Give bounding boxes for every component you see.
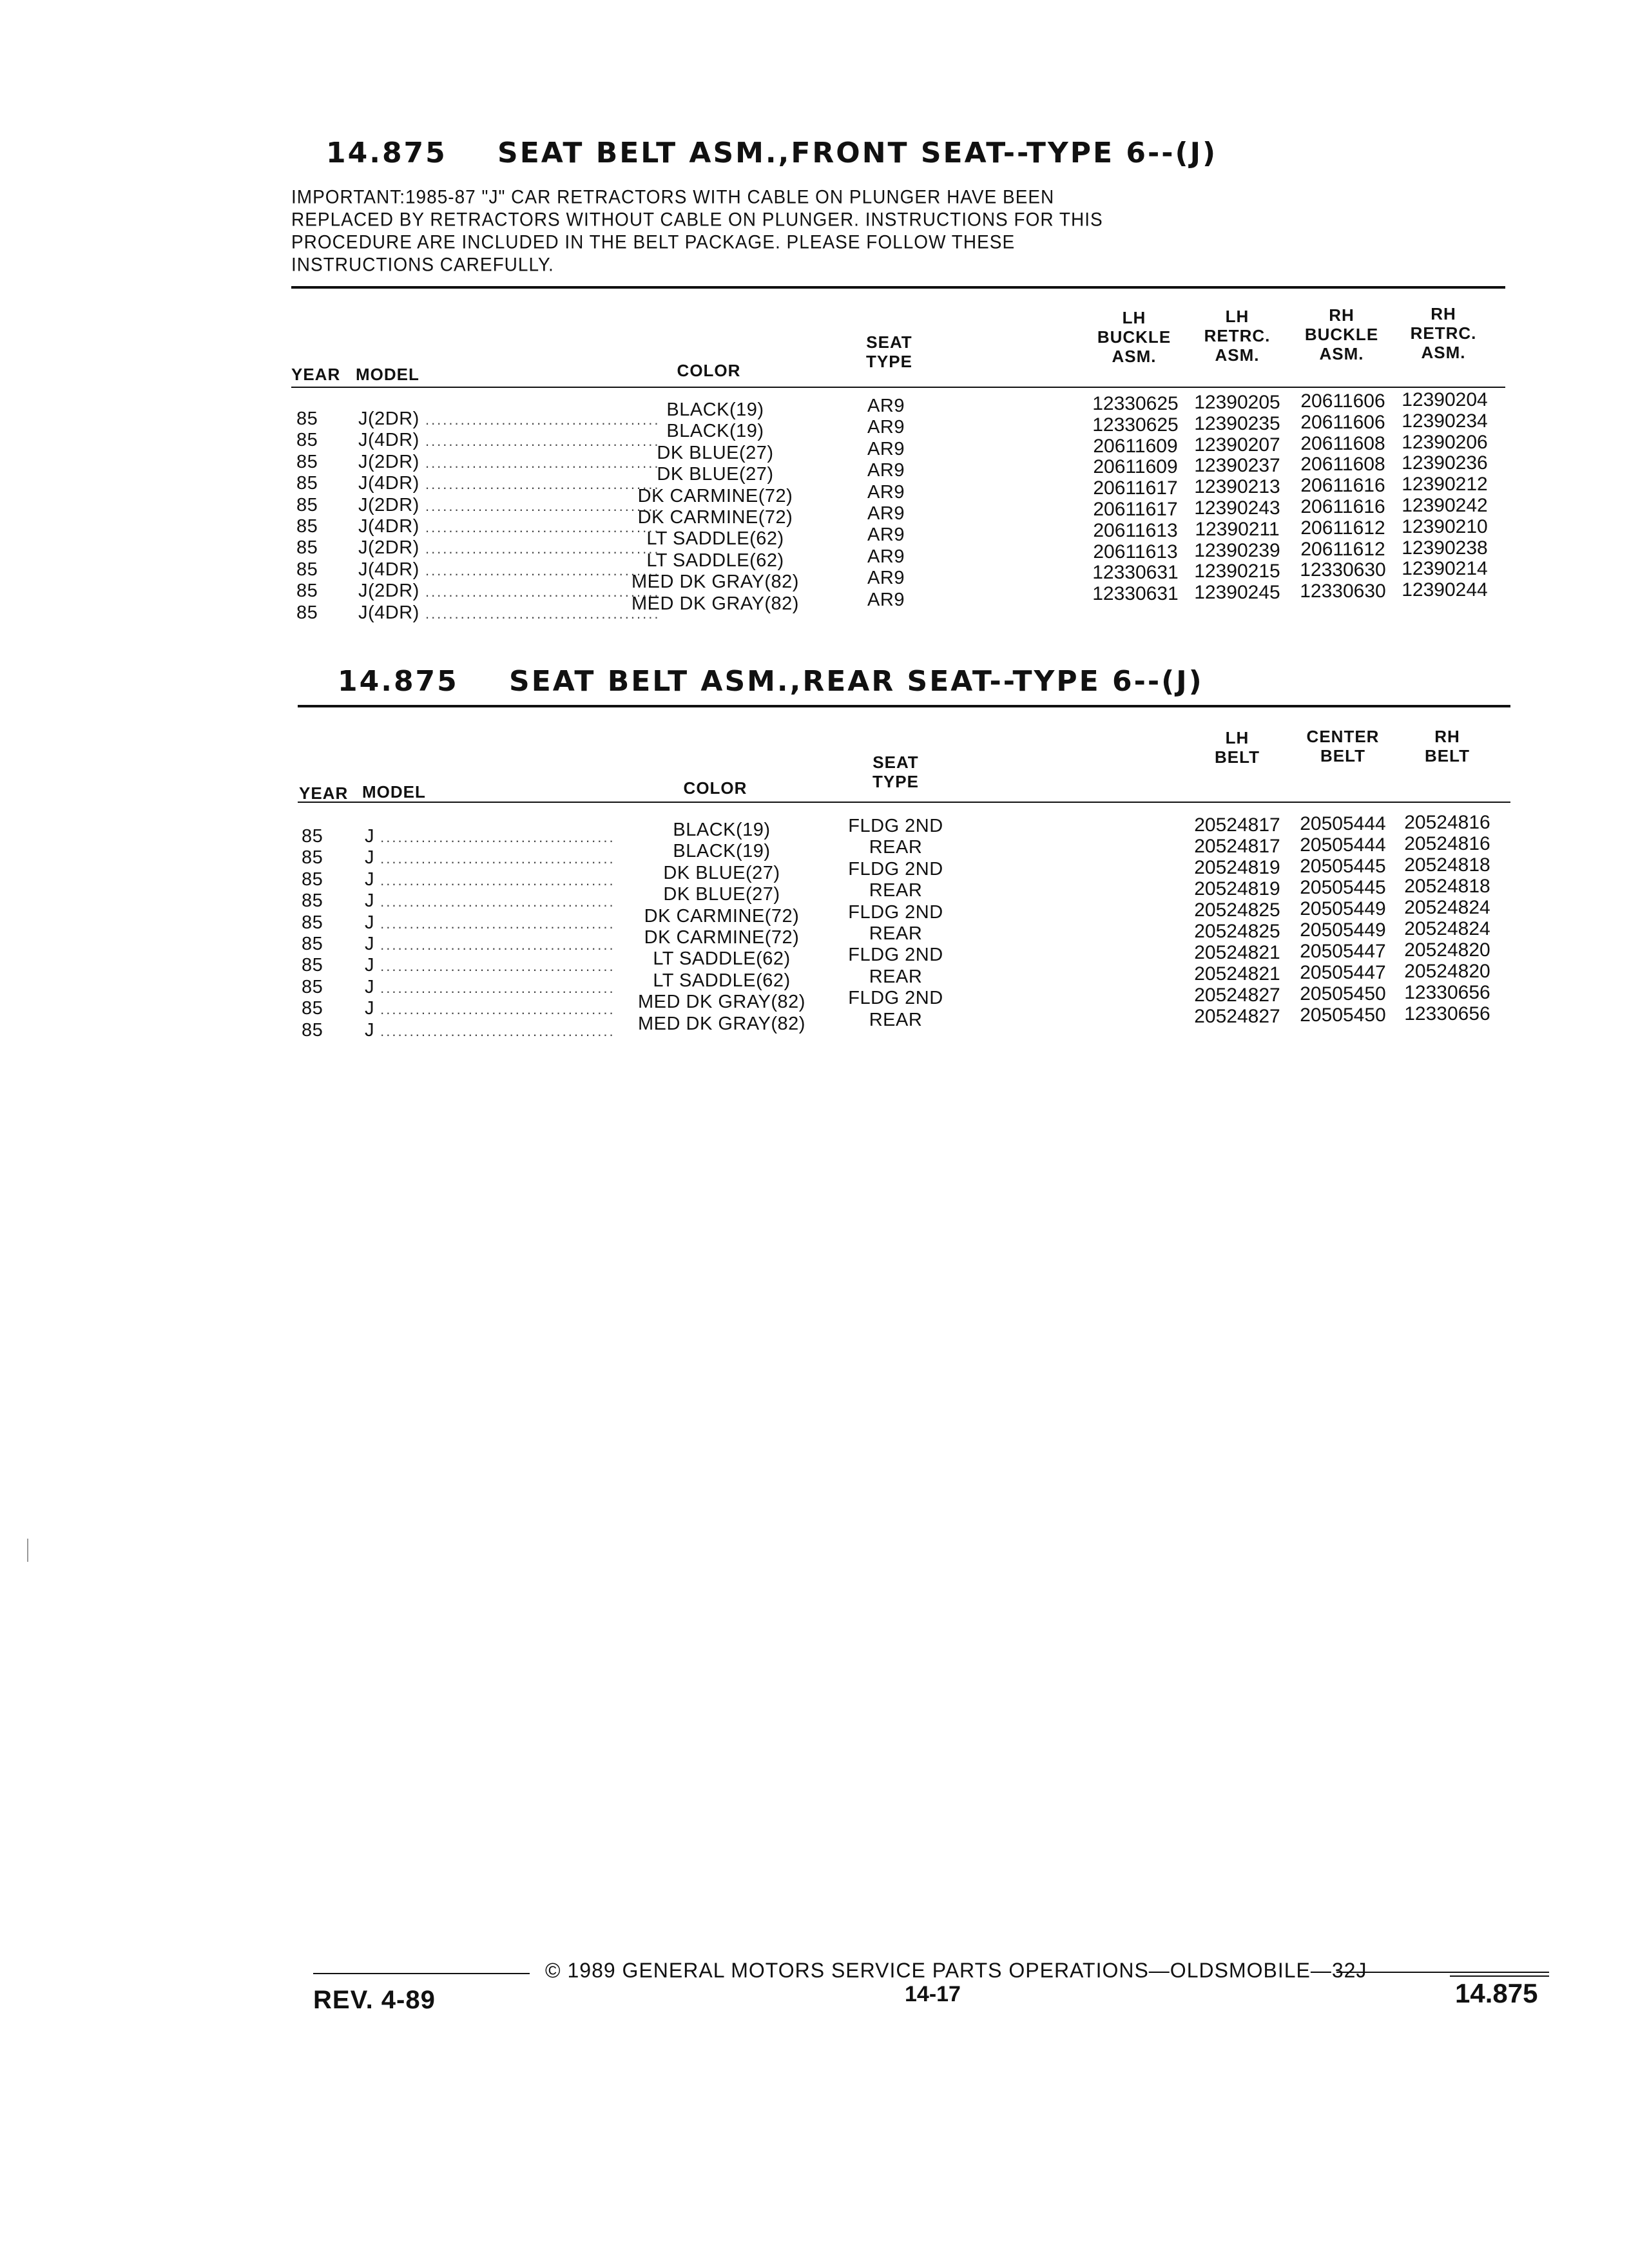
- front-section-title: [326, 137, 1217, 169]
- header-model: MODEL: [362, 782, 426, 802]
- cell-seat-type: FLDG 2ND: [848, 988, 943, 1009]
- cell-seat-type: REAR: [869, 1009, 923, 1030]
- dot-leader: ........................................: [419, 433, 660, 450]
- cell-seat-type: REAR: [869, 837, 923, 858]
- cell-lh-belt: 20524821: [1194, 963, 1280, 985]
- cell-rh-retrc: 12390214: [1402, 558, 1488, 580]
- model-text: J(4DR): [358, 602, 419, 623]
- cell-color: BLACK(19): [666, 399, 764, 420]
- cell-color: DK BLUE(27): [657, 442, 774, 463]
- footer-rule-right-lower: [1450, 1975, 1549, 1977]
- header-seat-type: SEAT TYPE: [872, 753, 919, 791]
- cell-color: LT SADDLE(62): [646, 550, 784, 571]
- dot-leader: ........................................: [374, 829, 615, 845]
- cell-year: 85: [302, 890, 323, 912]
- cell-year: 85: [302, 1019, 323, 1041]
- cell-seat-type: FLDG 2ND: [848, 901, 943, 923]
- cell-center-belt: 20505445: [1300, 856, 1386, 877]
- model-text: J: [365, 847, 374, 869]
- cell-year: 85: [302, 847, 323, 869]
- header-model: MODEL: [356, 365, 419, 384]
- cell-rh-belt: 20524824: [1404, 897, 1490, 918]
- front-table-top-rule: [291, 286, 1505, 289]
- cell-color: BLACK(19): [673, 820, 771, 840]
- cell-year: 85: [302, 976, 323, 997]
- model-text: J: [365, 934, 374, 954]
- cell-seat-type: FLDG 2ND: [848, 816, 943, 836]
- cell-lh-buckle: 12330625: [1092, 393, 1179, 414]
- rear-section-title: [338, 665, 1204, 698]
- cell-seat-type: REAR: [869, 880, 923, 901]
- cell-center-belt: 20505447: [1300, 941, 1386, 962]
- cell-center-belt: 20505449: [1300, 919, 1386, 941]
- cell-seat-type: AR9: [867, 481, 905, 503]
- cell-lh-retrc: 12390243: [1194, 497, 1280, 519]
- dot-leader: ........................................: [419, 541, 660, 557]
- cell-seat-type: AR9: [867, 503, 905, 524]
- dot-leader: ........................................: [419, 412, 660, 428]
- cell-center-belt: 20505449: [1300, 898, 1386, 919]
- header-lh-buckle: LH BUCKLE ASM.: [1097, 308, 1171, 366]
- model-text: J: [365, 976, 374, 997]
- cell-year: 85: [296, 473, 318, 494]
- cell-rh-belt: 12330656: [1404, 1003, 1490, 1024]
- model-text: J(2DR): [358, 581, 419, 602]
- cell-rh-buckle: 20611612: [1300, 538, 1385, 560]
- rear-section-number: 14.875: [338, 665, 459, 698]
- model-text: J: [365, 998, 374, 1019]
- front-section-number: 14.875: [326, 137, 447, 169]
- cell-lh-buckle: 20611613: [1093, 519, 1178, 541]
- cell-year: 85: [296, 451, 318, 472]
- model-text: J: [365, 955, 374, 976]
- front-table-header-rule: [291, 387, 1505, 388]
- cell-year: 85: [302, 998, 323, 1019]
- cell-center-belt: 20505447: [1300, 962, 1386, 983]
- cell-model: [365, 1020, 629, 1042]
- cell-color: DK BLUE(27): [663, 884, 780, 905]
- cell-rh-retrc: 12390206: [1402, 431, 1488, 453]
- cell-lh-buckle: 20611617: [1093, 499, 1178, 520]
- cell-model: [365, 847, 629, 869]
- cell-year: 85: [296, 408, 318, 429]
- cell-lh-buckle: 12330631: [1092, 583, 1179, 605]
- cell-lh-belt: 20524817: [1194, 814, 1280, 836]
- rear-table-header-rule: [298, 802, 1510, 803]
- cell-rh-buckle: 20611608: [1300, 454, 1385, 476]
- cell-rh-buckle: 12330630: [1300, 581, 1386, 602]
- cell-rh-buckle: 20611612: [1300, 517, 1385, 539]
- cell-rh-belt: 20524816: [1404, 812, 1490, 833]
- cell-lh-retrc: 12390245: [1194, 582, 1280, 604]
- model-text: J(2DR): [358, 537, 419, 559]
- dot-leader: ........................................: [374, 1023, 615, 1039]
- copyright-line: © 1989 GENERAL MOTORS SERVICE PARTS OPERATIONS—OLDSMOBILE—32J: [545, 1959, 1367, 1982]
- cell-rh-buckle: 20611608: [1300, 432, 1385, 454]
- cell-lh-retrc: 12390211: [1195, 518, 1280, 540]
- dot-leader: ........................................: [419, 584, 660, 601]
- cell-color: DK BLUE(27): [657, 464, 774, 485]
- cell-year: 85: [296, 430, 318, 451]
- margin-mark: [27, 1539, 28, 1562]
- header-rh-belt: RH BELT: [1425, 727, 1470, 765]
- cell-color: LT SADDLE(62): [646, 528, 784, 550]
- cell-color: MED DK GRAY(82): [638, 1013, 805, 1034]
- cell-model: [365, 869, 629, 891]
- cell-color: MED DK GRAY(82): [631, 572, 799, 593]
- cell-model: [365, 977, 629, 999]
- revision-label: REV. 4-89: [313, 1986, 436, 2014]
- cell-color: DK CARMINE(72): [644, 927, 800, 948]
- cell-color: LT SADDLE(62): [653, 948, 791, 970]
- cell-lh-retrc: 12390207: [1194, 434, 1280, 456]
- model-text: J(2DR): [358, 408, 419, 429]
- model-text: J(4DR): [358, 559, 419, 580]
- dot-leader: ........................................: [374, 937, 615, 953]
- cell-rh-belt: 20524818: [1404, 876, 1490, 897]
- note-line: IMPORTANT:1985-87 "J" CAR RETRACTORS WITH CABLE ON PLUNGER HAVE BEEN: [291, 186, 1055, 207]
- cell-center-belt: 20505445: [1300, 877, 1386, 898]
- cell-seat-type: REAR: [869, 923, 923, 944]
- cell-model: [365, 826, 629, 848]
- cell-rh-buckle: 20611606: [1300, 411, 1385, 433]
- cell-year: 85: [296, 494, 318, 515]
- cell-lh-retrc: 12390239: [1194, 539, 1280, 561]
- cell-rh-belt: 20524818: [1404, 854, 1490, 876]
- cell-model: [365, 998, 629, 1020]
- header-color: COLOR: [683, 778, 747, 798]
- header-color: COLOR: [677, 361, 741, 380]
- cell-lh-buckle: 20611613: [1093, 541, 1178, 562]
- model-text: J(4DR): [358, 473, 419, 494]
- cell-model: [358, 451, 660, 474]
- cell-model: [358, 430, 660, 452]
- dot-leader: ........................................: [419, 454, 660, 471]
- dot-leader: ........................................: [374, 894, 615, 910]
- cell-model: [358, 559, 660, 581]
- dot-leader: ........................................: [419, 605, 660, 622]
- cell-model: [365, 912, 629, 934]
- cell-lh-belt: 20524821: [1194, 942, 1280, 963]
- header-rh-retrc: RH RETRC. ASM.: [1410, 304, 1477, 362]
- cell-model: [365, 890, 629, 912]
- page-number: 14-17: [905, 1982, 961, 2006]
- footer-rule-right: [1336, 1972, 1549, 1973]
- dot-leader: ........................................: [374, 872, 615, 889]
- front-section-heading: SEAT BELT ASM.,FRONT SEAT--TYPE 6--(J): [497, 137, 1218, 169]
- cell-model: [358, 581, 660, 602]
- cell-seat-type: AR9: [867, 546, 905, 567]
- header-rh-buckle: RH BUCKLE ASM.: [1304, 305, 1379, 363]
- cell-lh-belt: 20524825: [1194, 921, 1280, 942]
- cell-seat-type: AR9: [867, 438, 905, 459]
- dot-leader: ........................................: [374, 1001, 615, 1018]
- cell-year: 85: [296, 516, 318, 537]
- dot-leader: ........................................: [419, 519, 660, 535]
- cell-rh-retrc: 12390204: [1402, 389, 1488, 410]
- cell-seat-type: AR9: [867, 396, 905, 416]
- cell-model: [358, 494, 660, 517]
- cell-lh-belt: 20524827: [1194, 985, 1280, 1006]
- dot-leader: ........................................: [374, 915, 615, 932]
- cell-model: [358, 408, 660, 430]
- important-note: [291, 186, 1129, 276]
- cell-color: BLACK(19): [666, 421, 764, 442]
- cell-seat-type: AR9: [867, 568, 905, 589]
- cell-lh-retrc: 12390213: [1194, 476, 1280, 498]
- cell-lh-belt: 20524819: [1194, 878, 1280, 899]
- note-line: PROCEDURE ARE INCLUDED IN THE BELT PACKAGE. PLEASE FOLLOW THESE: [291, 231, 1016, 253]
- cell-lh-buckle: 20611609: [1093, 456, 1178, 478]
- cell-rh-retrc: 12390234: [1402, 410, 1488, 432]
- cell-model: [358, 473, 660, 495]
- cell-lh-retrc: 12390235: [1194, 412, 1280, 434]
- cell-rh-belt: 20524820: [1404, 961, 1490, 982]
- cell-rh-buckle: 12330630: [1300, 559, 1386, 581]
- cell-lh-belt: 20524825: [1194, 899, 1280, 921]
- cell-year: 85: [302, 912, 323, 933]
- model-text: J: [365, 826, 374, 847]
- header-year: YEAR: [291, 365, 341, 384]
- cell-lh-retrc: 12390215: [1194, 561, 1280, 582]
- cell-color: DK BLUE(27): [663, 862, 780, 883]
- cell-seat-type: AR9: [867, 460, 905, 481]
- dot-leader: ........................................: [419, 562, 660, 579]
- model-text: J(2DR): [358, 494, 419, 515]
- cell-model: [365, 955, 629, 977]
- header-lh-belt: LH BELT: [1215, 728, 1260, 767]
- dot-leader: ........................................: [419, 497, 660, 514]
- cell-model: [358, 516, 660, 538]
- cell-color: LT SADDLE(62): [653, 970, 791, 991]
- cell-year: 85: [302, 826, 323, 847]
- dot-leader: ........................................: [374, 958, 615, 975]
- model-text: J(4DR): [358, 430, 419, 451]
- cell-rh-belt: 20524824: [1404, 918, 1490, 939]
- cell-rh-retrc: 12390210: [1402, 515, 1488, 537]
- cell-lh-buckle: 12330625: [1092, 414, 1179, 436]
- cell-year: 85: [296, 559, 318, 580]
- model-text: J: [365, 912, 374, 933]
- cell-year: 85: [296, 581, 318, 602]
- cell-year: 85: [302, 955, 323, 976]
- cell-color: BLACK(19): [673, 841, 771, 862]
- cell-center-belt: 20505450: [1300, 983, 1386, 1004]
- cell-seat-type: AR9: [867, 417, 905, 438]
- footer-section-number: 14.875: [1455, 1978, 1538, 2008]
- cell-lh-retrc: 12390205: [1194, 392, 1280, 413]
- note-line: INSTRUCTIONS CAREFULLY.: [291, 254, 554, 275]
- header-seat-type: SEAT TYPE: [866, 332, 912, 371]
- model-text: J: [365, 869, 374, 890]
- cell-rh-buckle: 20611616: [1300, 475, 1385, 497]
- cell-year: 85: [302, 869, 323, 890]
- cell-seat-type: FLDG 2ND: [848, 945, 943, 966]
- cell-rh-buckle: 20611616: [1300, 496, 1385, 517]
- cell-seat-type: FLDG 2ND: [848, 858, 943, 879]
- header-lh-retrc: LH RETRC. ASM.: [1204, 307, 1271, 365]
- dot-leader: ........................................: [374, 979, 615, 996]
- cell-lh-belt: 20524819: [1194, 857, 1280, 878]
- model-text: J(4DR): [358, 516, 419, 537]
- cell-center-belt: 20505444: [1300, 834, 1386, 856]
- cell-center-belt: 20505444: [1300, 813, 1386, 834]
- cell-rh-belt: 20524816: [1404, 833, 1490, 854]
- cell-year: 85: [296, 537, 318, 559]
- cell-lh-retrc: 12390237: [1194, 455, 1280, 477]
- model-text: J: [365, 1019, 374, 1041]
- rear-section-heading: SEAT BELT ASM.,REAR SEAT--TYPE 6--(J): [509, 665, 1204, 698]
- model-text: J: [365, 890, 374, 912]
- cell-seat-type: REAR: [869, 966, 923, 987]
- cell-color: DK CARMINE(72): [637, 507, 793, 528]
- cell-rh-retrc: 12390238: [1402, 537, 1488, 559]
- cell-year: 85: [296, 602, 318, 623]
- cell-rh-retrc: 12390236: [1402, 452, 1488, 474]
- cell-model: [358, 602, 660, 624]
- footer-rule-left: [313, 1973, 530, 1974]
- dot-leader: ........................................: [374, 850, 615, 867]
- cell-rh-buckle: 20611606: [1300, 390, 1385, 412]
- cell-model: [358, 537, 660, 559]
- cell-lh-buckle: 20611617: [1093, 477, 1178, 499]
- cell-color: MED DK GRAY(82): [631, 593, 799, 614]
- cell-rh-retrc: 12390242: [1402, 495, 1488, 516]
- cell-seat-type: AR9: [867, 589, 905, 610]
- cell-rh-retrc: 12390244: [1402, 579, 1488, 601]
- cell-rh-belt: 12330656: [1404, 982, 1490, 1003]
- model-text: J(2DR): [358, 451, 419, 472]
- cell-lh-belt: 20524817: [1194, 836, 1280, 857]
- cell-lh-belt: 20524827: [1194, 1006, 1280, 1027]
- dot-leader: ........................................: [419, 476, 660, 493]
- header-year: YEAR: [299, 783, 349, 803]
- cell-center-belt: 20505450: [1300, 1004, 1386, 1026]
- cell-color: MED DK GRAY(82): [638, 992, 805, 1013]
- cell-lh-buckle: 20611609: [1093, 435, 1178, 457]
- cell-rh-belt: 20524820: [1404, 939, 1490, 961]
- note-line: REPLACED BY RETRACTORS WITHOUT CABLE ON PLUNGER. INSTRUCTIONS FOR THIS: [291, 209, 1103, 230]
- cell-rh-retrc: 12390212: [1402, 474, 1488, 495]
- rear-table-top-rule: [298, 705, 1510, 707]
- cell-color: DK CARMINE(72): [637, 485, 793, 506]
- cell-year: 85: [302, 934, 323, 954]
- cell-seat-type: AR9: [867, 524, 905, 546]
- cell-model: [365, 934, 629, 956]
- cell-lh-buckle: 12330631: [1092, 562, 1179, 584]
- cell-color: DK CARMINE(72): [644, 905, 800, 927]
- header-center-belt: CENTER BELT: [1306, 727, 1380, 765]
